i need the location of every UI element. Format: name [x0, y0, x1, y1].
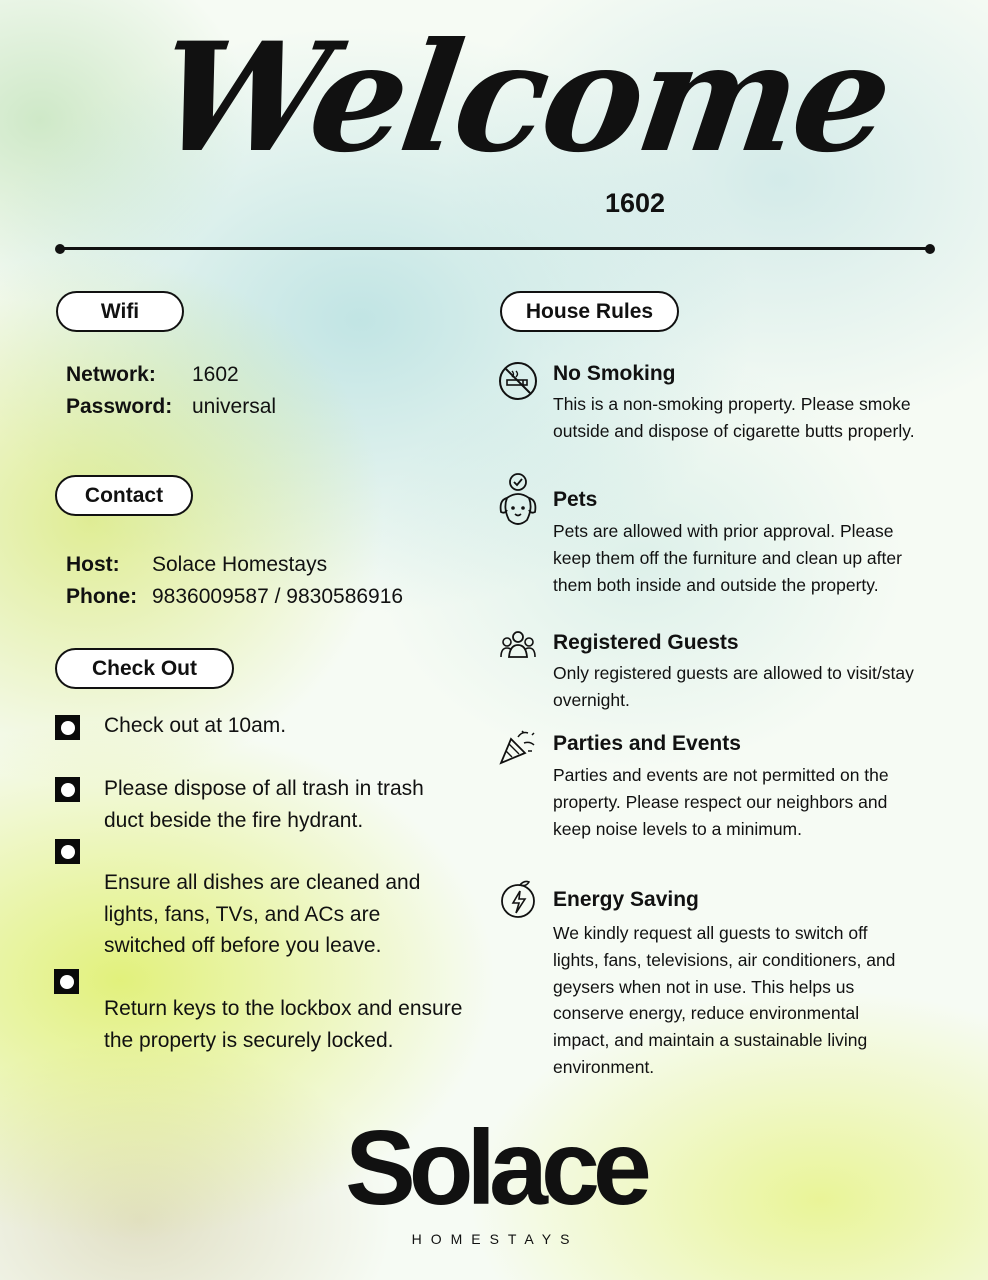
rule-text: Parties and events are not permitted on the property. Please respect our neighbors and keep noise levels to a minimum.	[553, 765, 889, 839]
checkbox-icon	[55, 839, 80, 864]
energy-icon	[498, 879, 538, 919]
checkout-item: Ensure all dishes are cleaned and lights, fans, TVs, and ACs are switched off before you leave.	[104, 871, 421, 957]
no-smoking-icon	[498, 361, 538, 401]
checkout-heading: Check Out	[55, 648, 234, 689]
password-label: Password:	[66, 395, 173, 418]
room-number: 1602	[604, 188, 666, 218]
pet-icon	[497, 472, 539, 532]
divider-dot-right	[925, 244, 935, 254]
checkbox-icon	[54, 969, 79, 994]
contact-phone-row	[66, 581, 403, 613]
contact-host-row	[66, 549, 327, 581]
rule-title: Parties and Events	[553, 732, 741, 755]
checkout-item: Return keys to the lockbox and ensure the property is securely locked.	[104, 997, 463, 1052]
wifi-network-row	[66, 359, 239, 391]
host-label: Host:	[66, 553, 120, 576]
rule-title: Pets	[553, 488, 598, 511]
checkbox-icon	[55, 777, 80, 802]
host-value: Solace Homestays	[152, 553, 328, 576]
brand-tagline: HOMESTAYS	[411, 1231, 579, 1247]
password-value: universal	[192, 395, 277, 418]
rule-title: No Smoking	[553, 362, 676, 385]
wifi-password-row	[66, 391, 276, 423]
welcome-title: Welcome	[147, 10, 899, 186]
guests-icon	[498, 626, 538, 666]
contact-heading: Contact	[55, 475, 193, 516]
rule-title: Energy Saving	[553, 888, 699, 911]
checkout-item: Check out at 10am.	[104, 714, 287, 737]
rule-text: This is a non-smoking property. Please smoke outside and dispose of cigarette butts properly.	[553, 394, 915, 441]
phone-value: 9836009587 / 9830586916	[152, 585, 404, 608]
phone-label: Phone:	[66, 585, 138, 608]
checkout-item: Please dispose of all trash in trash duct beside the fire hydrant.	[104, 777, 424, 832]
network-label: Network:	[66, 363, 156, 386]
house-rules-heading: House Rules	[500, 291, 679, 332]
network-value: 1602	[192, 363, 239, 386]
wifi-heading: Wifi	[56, 291, 184, 332]
party-popper-icon	[498, 727, 538, 767]
rule-text: We kindly request all guests to switch off lights, fans, televisions, air conditioners, and geysers when not in use. This helps us conserve energy, reduce environmental impact, and maintain a sustainable living environment.	[553, 923, 896, 1077]
rule-text: Pets are allowed with prior approval. Please keep them off the furniture and clean up after them both inside and outside the property.	[553, 521, 902, 595]
rule-title: Registered Guests	[553, 631, 739, 654]
divider	[60, 247, 930, 250]
checkbox-icon	[55, 715, 80, 740]
rule-text: Only registered guests are allowed to visit/stay overnight.	[553, 663, 914, 710]
brand-logo: Solace	[345, 1109, 645, 1227]
